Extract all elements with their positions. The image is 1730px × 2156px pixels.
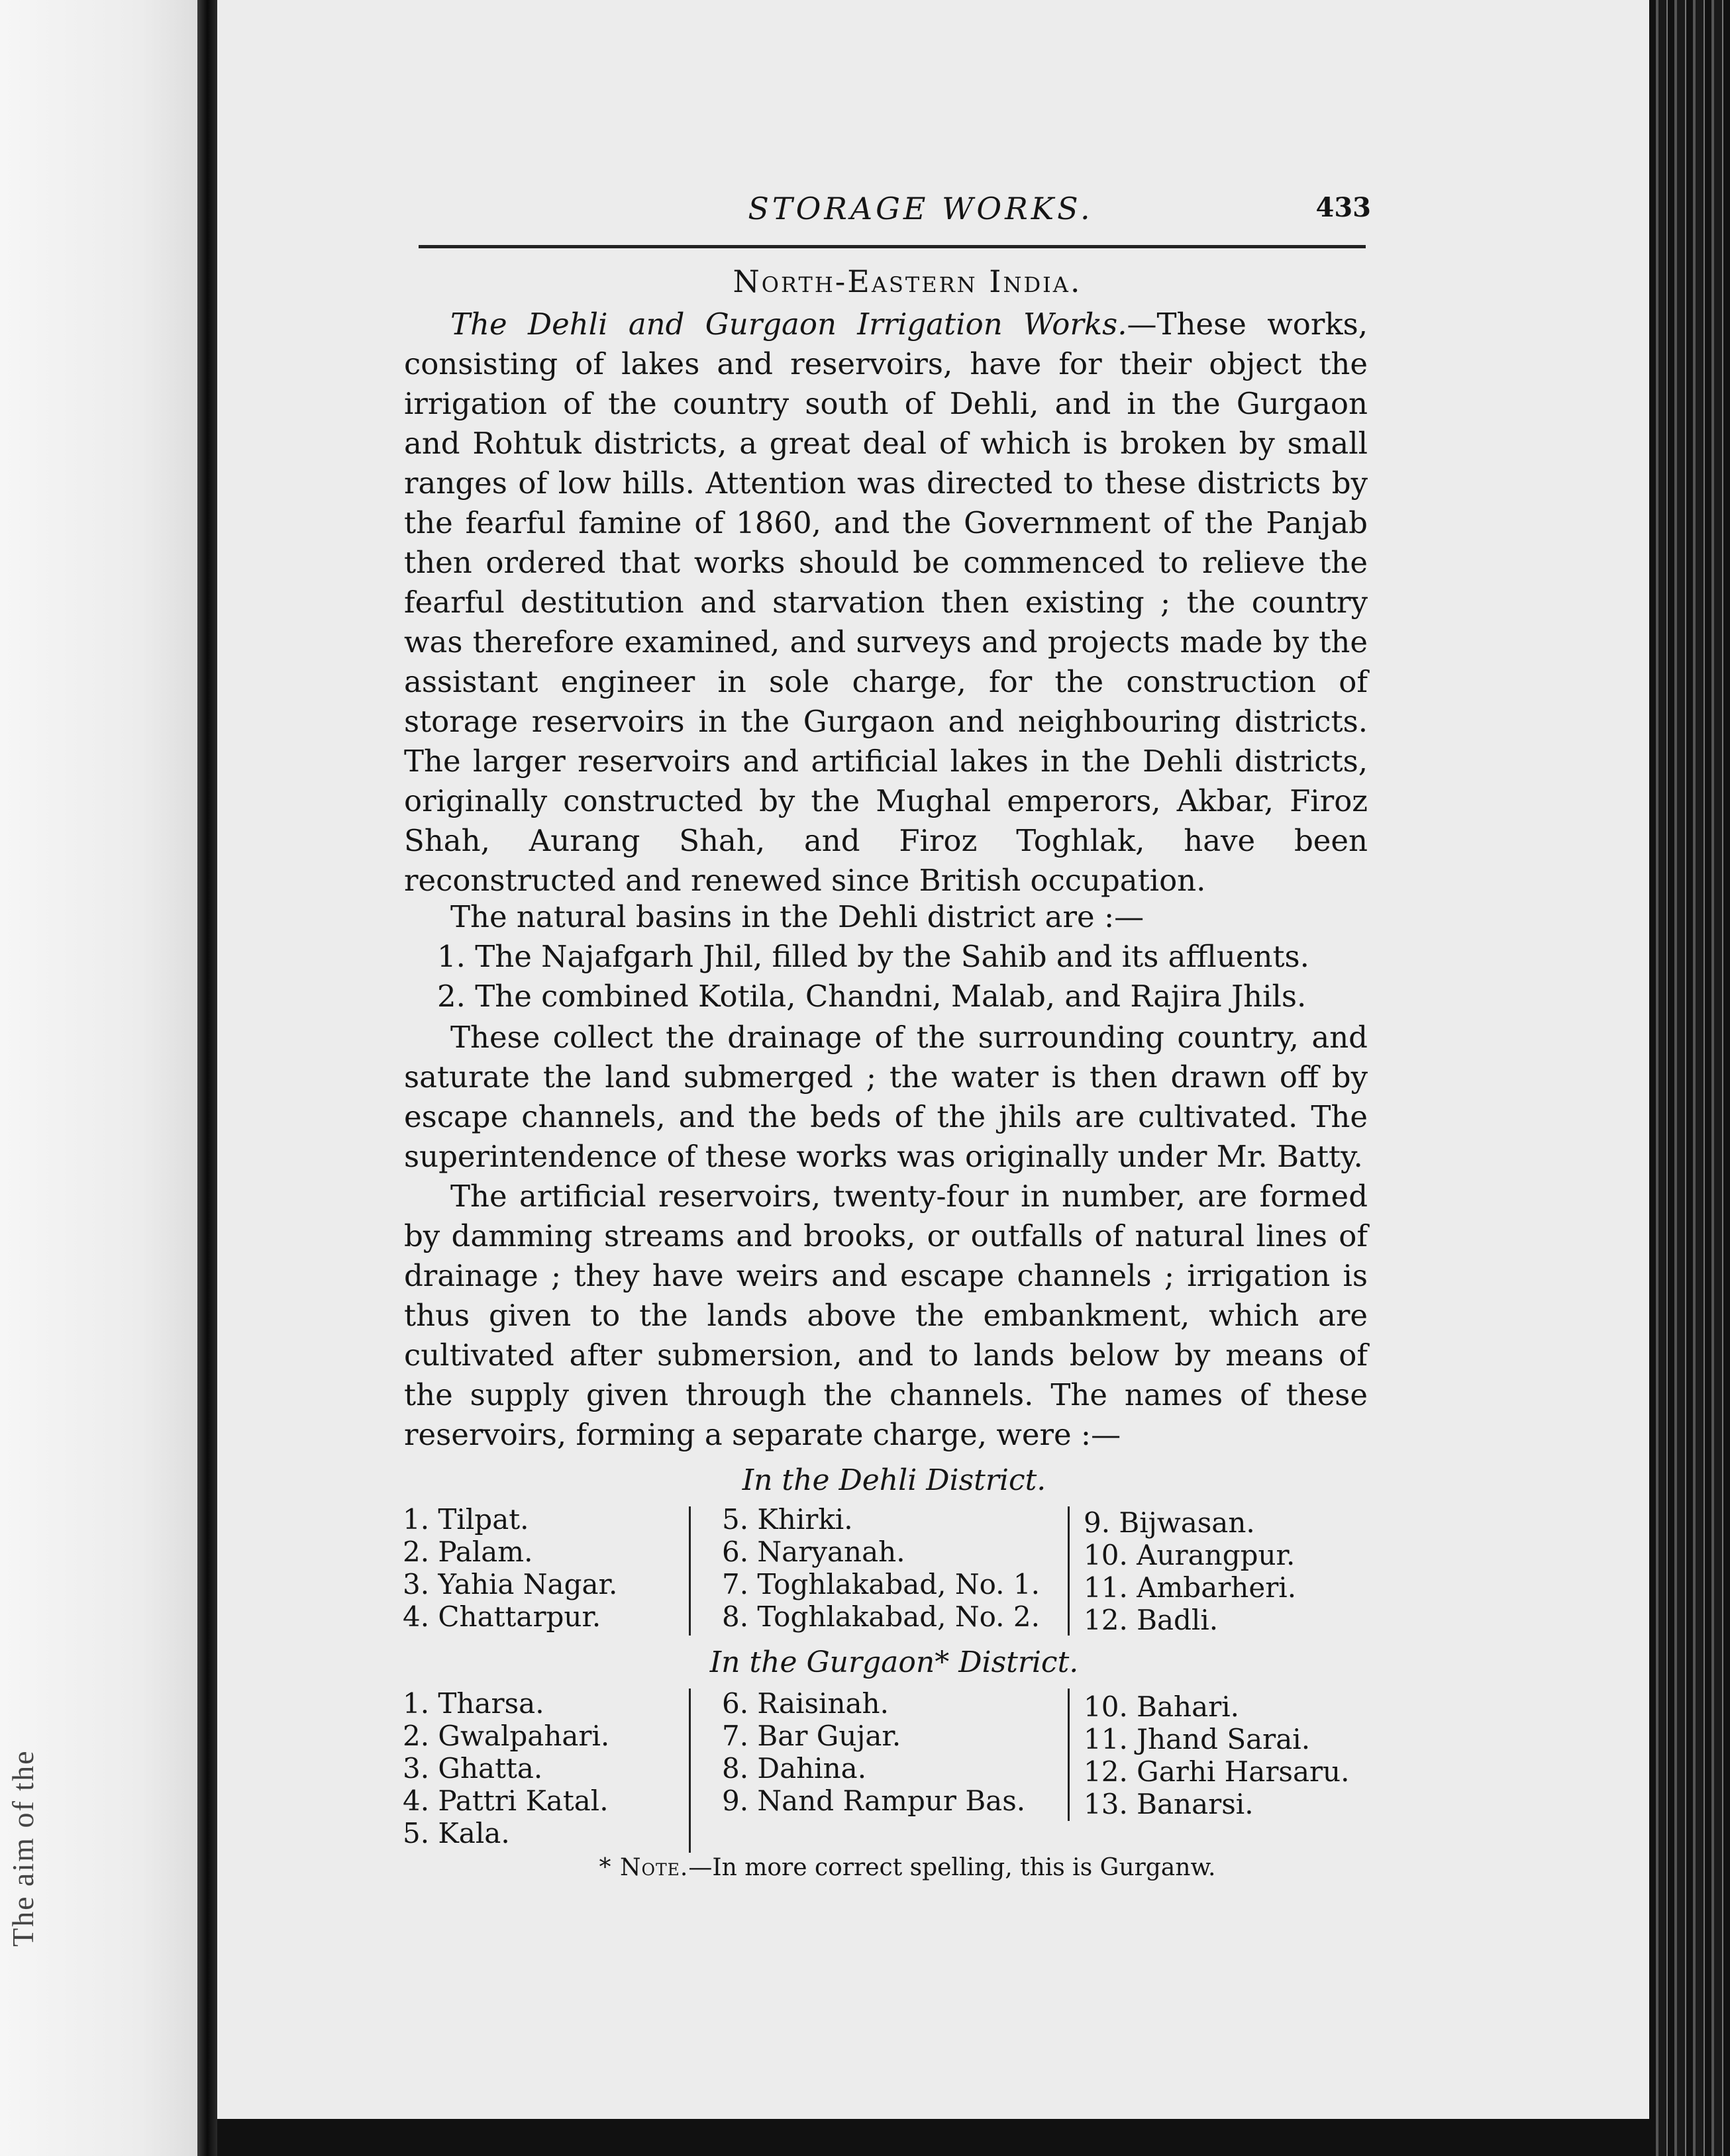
paragraph-title: The Dehli and Gurgaon Irrigation Works.: [450, 307, 1127, 342]
page-number: 433: [1315, 192, 1371, 223]
list-item: 13. Banarsi.: [1084, 1788, 1254, 1820]
gurgaon-column-3: [1084, 1690, 1349, 1820]
list-item: 11. Jhand Sarai.: [1084, 1723, 1311, 1755]
dehli-column-3: [1084, 1506, 1296, 1636]
gurgaon-district-caption: In the Gurgaon* District.: [709, 1645, 1079, 1679]
list-item: 8. Toghlakabad, No. 2.: [722, 1600, 1040, 1633]
column-divider: [689, 1689, 691, 1853]
list-item: 4. Pattri Katal.: [403, 1785, 609, 1817]
list-item: 1. Tharsa.: [403, 1687, 544, 1720]
footnote-text: —In more correct spelling, this is Gurganw.: [688, 1854, 1216, 1881]
list-item: 1. Tilpat.: [403, 1503, 529, 1536]
list-item: 10. Bahari.: [1084, 1690, 1239, 1723]
list-item: 10. Aurangpur.: [1084, 1539, 1296, 1571]
list-item: 12. Garhi Harsaru.: [1084, 1755, 1350, 1788]
book-spine: [197, 0, 217, 2156]
list-item: 12. Badli.: [1084, 1604, 1219, 1636]
list-item: 5. Kala.: [403, 1817, 510, 1849]
gurgaon-column-1: [403, 1687, 609, 1849]
footnote: [424, 1854, 1391, 1881]
list-item: 2. The combined Kotila, Chandni, Malab, and Rajira Jhils.: [437, 979, 1307, 1014]
list-item: 6. Raisinah.: [722, 1687, 889, 1720]
section-heading: North-Eastern India.: [733, 264, 1082, 299]
list-item: 8. Dahina.: [722, 1752, 867, 1785]
header-rule: [419, 245, 1366, 248]
running-title: STORAGE WORKS.: [748, 191, 1094, 226]
page-edges: [1649, 0, 1730, 2156]
list-item: 9. Nand Rampur Bas.: [722, 1785, 1026, 1817]
list-item: 11. Ambarheri.: [1084, 1571, 1297, 1604]
list-item: 2. Palam.: [403, 1536, 533, 1568]
column-divider: [1068, 1689, 1070, 1821]
list-item: 9. Bijwasan.: [1084, 1506, 1255, 1539]
list-item: 4. Chattarpur.: [403, 1600, 601, 1633]
column-divider: [1068, 1506, 1070, 1636]
paragraph-text: —These works, consisting of lakes and reservoirs, have for their object the irrigation of the country south of Dehli, and in the Gurgaon and Rohtuk districts, a great deal of which is broken by small ranges of low hills. Attention was directed to these districts by the fearful famine of 1860, and the Government of the Panjab then ordered that works should be commenced to relieve the fearful destitution and starvation then existing ; the country was therefore examined, and surveys and projects made by the assistant engineer in sole charge, for the construction of storage reservoirs in the Gurgaon and neighbouring districts. The larger reservoirs and artificial lakes in the Dehli districts, originally constructed by the Mughal emperors, Akbar, Firoz Shah, Aurang Shah, and Firoz Toghlak, have been reconstructed and renewed since British occupation.: [404, 307, 1368, 898]
paragraph-basins-intro: The natural basins in the Dehli district are :—: [450, 899, 1145, 934]
gurgaon-column-2: [722, 1687, 1025, 1817]
list-item: 7. Bar Gujar.: [722, 1720, 901, 1752]
page-bottom-shadow: [217, 2119, 1654, 2156]
footnote-label: * Note.: [599, 1854, 689, 1881]
list-item: 7. Toghlakabad, No. 1.: [722, 1568, 1040, 1600]
list-item: 6. Naryanah.: [722, 1536, 905, 1568]
list-item: 3. Ghatta.: [403, 1752, 543, 1785]
facing-page-margin-text: The aim of the: [6, 1749, 40, 1947]
list-item: 3. Yahia Nagar.: [403, 1568, 618, 1600]
column-divider: [689, 1506, 691, 1636]
paragraph-intro: [404, 305, 1368, 901]
paragraph-drainage: These collect the drainage of the surrounding country, and saturate the land submerged ; the water is then drawn off by escape channels, and the beds of the jhils are cultivated. The superintendence of these works was originally under Mr. Batty.: [404, 1020, 1368, 1174]
dehli-column-1: [403, 1503, 617, 1633]
list-item: 5. Khirki.: [722, 1503, 853, 1536]
list-item: 2. Gwalpahari.: [403, 1720, 610, 1752]
list-item: 1. The Najafgarh Jhil, filled by the Sahib and its affluents.: [437, 939, 1309, 974]
paragraph-reservoirs: The artificial reservoirs, twenty-four in number, are formed by damming streams and brooks, or outfalls of natural lines of drainage ; they have weirs and escape channels ; irrigation is thus given to the lands above the embankment, which are cultivated after submersion, and to lands below by means of the supply given through the channels. The names of these reservoirs, forming a separate charge, were :—: [404, 1179, 1368, 1452]
dehli-district-caption: In the Dehli District.: [742, 1463, 1046, 1497]
dehli-column-2: [722, 1503, 1040, 1633]
